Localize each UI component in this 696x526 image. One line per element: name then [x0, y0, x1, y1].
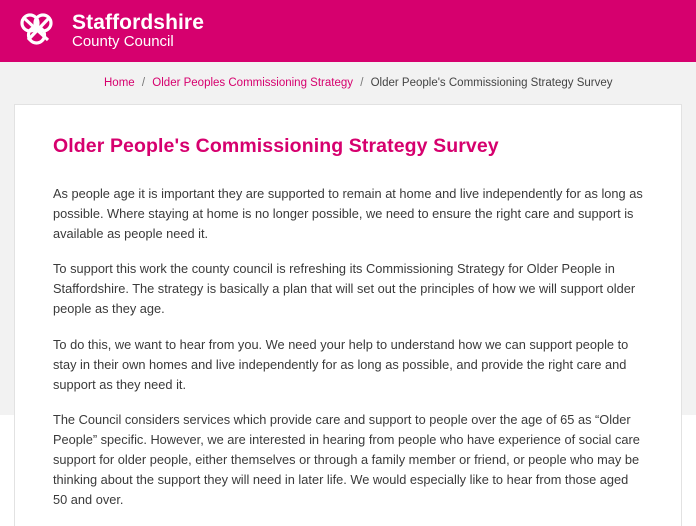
interlocking-knot-logo-icon [18, 8, 62, 52]
site-brand[interactable] [18, 8, 204, 52]
paragraph-2: To support this work the county council is refreshing its Commissioning Strategy for Older People in Staffordshire. The strategy is basically a plan that will set out the principles of how we will support older people as they age. [53, 261, 636, 317]
page-title: Older People's Commissioning Strategy Survey [53, 135, 499, 157]
site-header [0, 0, 696, 62]
breadcrumb-separator-2: / [360, 77, 364, 89]
breadcrumb-item-strategy[interactable]: Older Peoples Commissioning Strategy [152, 77, 353, 89]
paragraph-1: As people age it is important they are supported to remain at home and live independently for as long as possible. Where staying at home is no longer possible, we need to ensure the right care and support is available as people need it. [53, 186, 643, 241]
paragraph-3: To do this, we want to hear from you. We need your help to understand how we can support people to stay in their own homes and live independently for as long as possible, and provide the right care and support as they need it. [53, 336, 629, 392]
breadcrumb-bar [0, 62, 696, 104]
body-copy [53, 184, 643, 510]
brand-name-primary: Staffordshire [72, 10, 204, 34]
breadcrumb-item-home[interactable]: Home [104, 77, 135, 89]
breadcrumb [104, 77, 613, 89]
paragraph-4: The Council considers services which provide care and support to people over the age of 65 as “Older People” specific. However, we are interested in hearing from people who have experience of social care support for older people, either themselves or through a family member or friend, or people who may be thinking about the support they will need in later life. We would especially like to hear from those aged 50 and over. [53, 412, 640, 507]
breadcrumb-separator-1: / [141, 77, 146, 89]
content-card [14, 104, 682, 526]
brand-text [72, 11, 204, 50]
brand-name-secondary: County Council [72, 33, 174, 51]
breadcrumb-item-current: Older People's Commissioning Strategy Survey [370, 77, 613, 89]
